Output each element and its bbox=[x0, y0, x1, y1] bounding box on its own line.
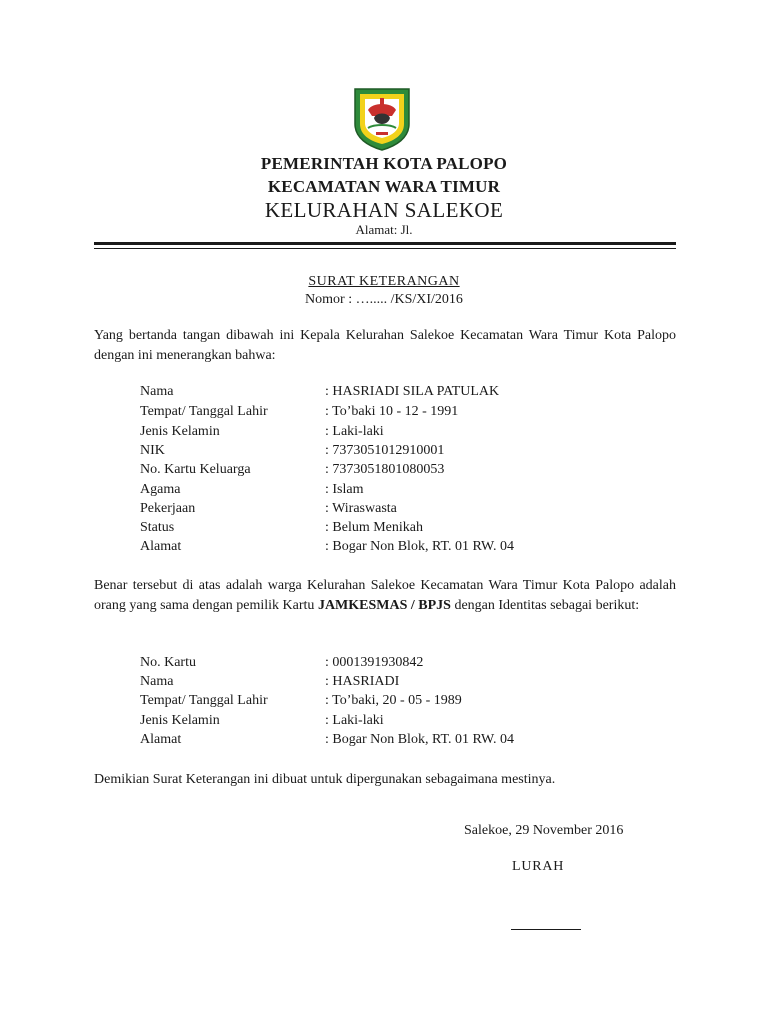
field-value: : Bogar Non Blok, RT. 01 RW. 04 bbox=[325, 732, 514, 747]
identity-row bbox=[140, 520, 680, 540]
field-label: Alamat bbox=[140, 732, 182, 747]
field-value: : HASRIADI bbox=[325, 674, 400, 689]
statement-paragraph bbox=[94, 576, 676, 616]
header-divider-thick bbox=[94, 242, 676, 245]
letter-number: Nomor : …..... /KS/XI/2016 bbox=[305, 292, 463, 307]
field-value: : 7373051801080053 bbox=[325, 462, 445, 477]
card-row bbox=[140, 732, 680, 752]
field-label: Jenis Kelamin bbox=[140, 713, 220, 728]
identity-row bbox=[140, 404, 680, 424]
card-row bbox=[140, 655, 680, 675]
field-value: : 7373051012910001 bbox=[325, 443, 445, 458]
card-type: JAMKESMAS / BPJS bbox=[317, 598, 451, 613]
field-label: Status bbox=[140, 520, 175, 535]
field-value: : To’baki, 20 - 05 - 1989 bbox=[325, 693, 462, 708]
field-value: : Wiraswasta bbox=[325, 501, 397, 516]
field-value: : Islam bbox=[325, 482, 364, 497]
field-label: Tempat/ Tanggal Lahir bbox=[140, 693, 268, 708]
letter-title: SURAT KETERANGAN bbox=[308, 274, 460, 289]
field-label: Tempat/ Tanggal Lahir bbox=[140, 404, 268, 419]
signatory-title: LURAH bbox=[512, 859, 565, 874]
card-row bbox=[140, 693, 680, 713]
field-label: Alamat bbox=[140, 539, 182, 554]
field-label: Nama bbox=[140, 674, 174, 689]
header-divider-thin bbox=[94, 248, 676, 249]
field-label: NIK bbox=[140, 443, 165, 458]
field-label: No. Kartu bbox=[140, 655, 196, 670]
statement-text: Benar tersebut di atas adalah warga Kelurahan Salekoe Kecamatan Wara Timur Kota Palopo adalah orang yang sama dengan pemilik Kartu bbox=[94, 578, 676, 613]
identity-row bbox=[140, 539, 680, 559]
signature-line bbox=[511, 929, 581, 930]
field-label: No. Kartu Keluarga bbox=[140, 462, 251, 477]
field-label: Agama bbox=[140, 482, 181, 497]
closing-paragraph: Demikian Surat Keterangan ini dibuat untuk dipergunakan sebagaimana mestinya. bbox=[94, 772, 556, 787]
intro-paragraph: Yang bertanda tangan dibawah ini Kepala Kelurahan Salekoe Kecamatan Wara Timur Kota Palopo dengan ini menerangkan bahwa: bbox=[94, 328, 676, 363]
identity-row bbox=[140, 424, 680, 444]
header-address: Alamat: Jl. bbox=[355, 222, 413, 237]
field-label: Nama bbox=[140, 384, 174, 399]
field-value: : 0001391930842 bbox=[325, 655, 424, 670]
field-value: : HASRIADI SILA PATULAK bbox=[325, 384, 500, 399]
statement-text-end: dengan Identitas sebagai berikut: bbox=[450, 598, 640, 613]
identity-row bbox=[140, 501, 680, 521]
palopo-city-emblem bbox=[352, 86, 412, 152]
identity-row bbox=[140, 384, 680, 404]
field-label: Jenis Kelamin bbox=[140, 424, 220, 439]
header-district: KECAMATAN WARA TIMUR bbox=[267, 177, 501, 196]
field-value: : Laki-laki bbox=[325, 424, 384, 439]
place-date: Salekoe, 29 November 2016 bbox=[464, 823, 624, 838]
identity-row bbox=[140, 482, 680, 502]
field-value: : To’baki 10 - 12 - 1991 bbox=[325, 404, 459, 419]
card-row bbox=[140, 713, 680, 733]
field-value: : Bogar Non Blok, RT. 01 RW. 04 bbox=[325, 539, 514, 554]
field-value: : Belum Menikah bbox=[325, 520, 423, 535]
identity-row bbox=[140, 443, 680, 463]
identity-row bbox=[140, 462, 680, 482]
field-label: Pekerjaan bbox=[140, 501, 196, 516]
field-value: : Laki-laki bbox=[325, 713, 384, 728]
header-village: KELURAHAN SALEKOE bbox=[264, 198, 504, 222]
header-government: PEMERINTAH KOTA PALOPO bbox=[260, 154, 508, 173]
card-row bbox=[140, 674, 680, 694]
